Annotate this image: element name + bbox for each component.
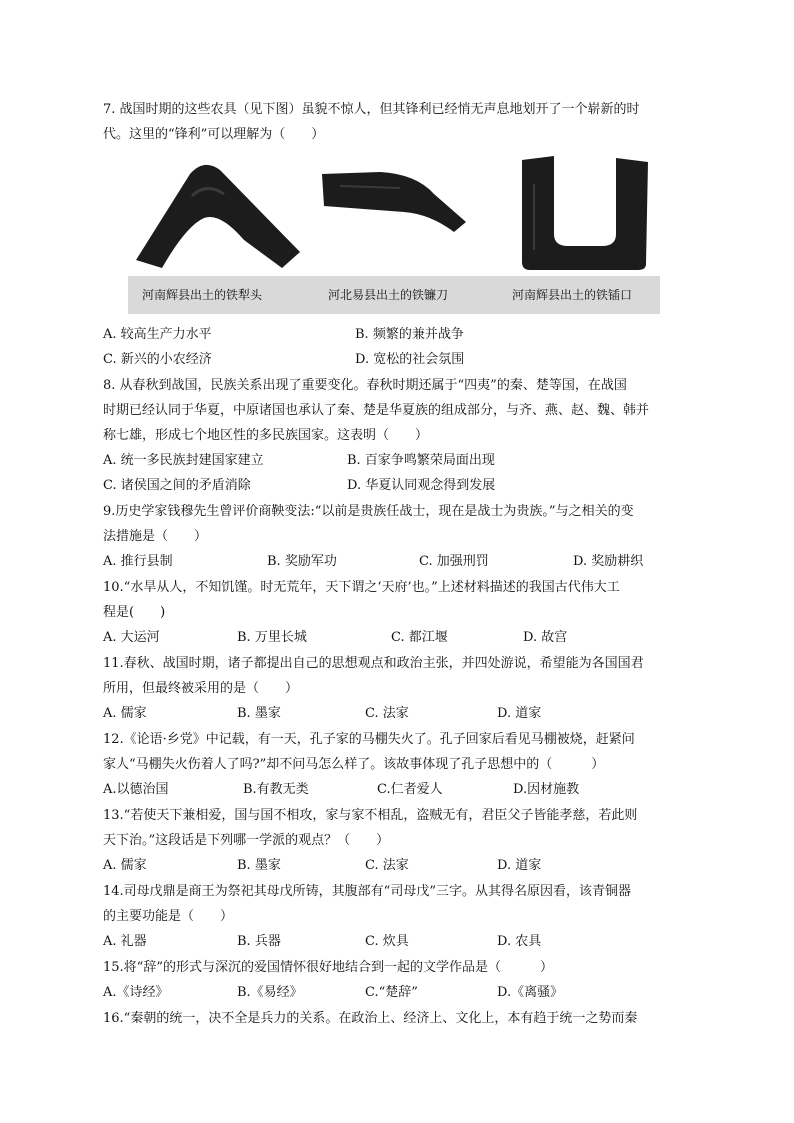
q11-option-c[interactable]: C. 法家 <box>365 706 409 721</box>
q11-stem-line-2: 所用，但最终被采用的是（ ） <box>103 681 299 696</box>
q13-option-d[interactable]: D. 道家 <box>497 858 542 873</box>
q7-option-d[interactable]: D. 宽松的社会氛围 <box>355 352 465 367</box>
q7-option-b[interactable]: B. 频繁的兼并战争 <box>355 327 464 342</box>
q12-stem-line-1: 12.《论语·乡党》中记载，有一天，孔子家的马棚失火了。孔子回家后看见马棚被烧，赶紧问 <box>103 732 635 747</box>
q13-stem-line-1: 13.“若使天下兼相爱，国与国不相攻，家与家不相乱，盗贼无有，君臣父子皆能孝慈，若此则 <box>103 808 638 823</box>
q10-option-d[interactable]: D. 故宫 <box>523 630 568 645</box>
q8-option-c[interactable]: C. 诸侯国之间的矛盾消除 <box>103 478 251 493</box>
q11-option-d[interactable]: D. 道家 <box>497 706 542 721</box>
q10-stem-line-1: 10.“水旱从人，不知饥馑。时无荒年，天下谓之‘天府’也。”上述材料描述的我国古代伟大工 <box>103 580 620 595</box>
q14-option-c[interactable]: C. 炊具 <box>365 934 409 949</box>
q13-option-c[interactable]: C. 法家 <box>365 858 409 873</box>
iron-spade-mouth-image <box>520 154 650 272</box>
q7-figure-caption-band <box>128 276 660 314</box>
q10-stem-line-2: 程是( ) <box>103 605 166 620</box>
q7-option-c[interactable]: C. 新兴的小农经济 <box>103 352 212 367</box>
q15-option-a[interactable]: A.《诗经》 <box>103 985 169 1000</box>
q9-stem-line-1: 9.历史学家钱穆先生曾评价商鞅变法:“以前是贵族任战士，现在是战士为贵族。”与之相关的变 <box>103 504 634 519</box>
q15-option-c[interactable]: C.“楚辞” <box>365 985 418 1000</box>
caption-sickle: 河北易县出土的铁镰刀 <box>328 288 449 302</box>
q9-stem-line-2: 法措施是（ ） <box>103 529 208 544</box>
q11-option-a[interactable]: A. 儒家 <box>103 706 147 721</box>
q12-option-b[interactable]: B.有教无类 <box>243 782 309 797</box>
q13-option-a[interactable]: A. 儒家 <box>103 858 147 873</box>
iron-sickle-image <box>320 168 470 238</box>
q13-option-b[interactable]: B. 墨家 <box>237 858 281 873</box>
caption-plough-head: 河南辉县出土的铁犁头 <box>142 288 263 302</box>
q12-stem-line-2: 家人“马棚失火伤着人了吗?”却不问马怎么样了。该故事体现了孔子思想中的（ ） <box>103 757 605 772</box>
q8-option-b[interactable]: B. 百家争鸣繁荣局面出现 <box>347 453 495 468</box>
q12-option-a[interactable]: A.以德治国 <box>103 782 169 797</box>
q8-stem-line-2: 时期已经认同于华夏，中原诸国也承认了秦、楚是华夏族的组成部分，与齐、燕、赵、魏、韩并 <box>103 403 650 418</box>
q10-option-b[interactable]: B. 万里长城 <box>237 630 307 645</box>
q14-option-a[interactable]: A. 礼器 <box>103 934 147 949</box>
q7-stem-line-1: 7. 战国时期的这些农具（见下图）虽貌不惊人，但其锋利已经悄无声息地划开了一个崭新的时 <box>103 102 640 117</box>
q7-stem-line-2: 代。这里的“锋利”可以理解为（ ） <box>103 127 325 142</box>
q7-farm-tools-figure <box>128 150 660 320</box>
q11-option-b[interactable]: B. 墨家 <box>237 706 281 721</box>
q8-stem-line-3: 称七雄，形成七个地区性的多民族国家。这表明（ ） <box>103 428 429 443</box>
q8-stem-line-1: 8. 从春秋到战国，民族关系出现了重要变化。春秋时期还属于“四夷”的秦、楚等国，在战国 <box>103 378 627 393</box>
q8-option-a[interactable]: A. 统一多民族封建国家建立 <box>103 453 264 468</box>
q9-option-a[interactable]: A. 推行县制 <box>103 554 173 569</box>
q9-option-d[interactable]: D. 奖励耕织 <box>573 554 644 569</box>
q12-option-d[interactable]: D.因材施教 <box>513 782 580 797</box>
caption-spade-mouth: 河南辉县出土的铁锸口 <box>512 288 633 302</box>
q15-stem-line-1: 15.将“辞”的形式与深沉的爱国情怀很好地结合到一起的文学作品是（ ） <box>103 960 553 975</box>
q13-stem-line-2: 天下治。”这段话是下列哪一学派的观点？（ ） <box>103 833 390 848</box>
q11-stem-line-1: 11.春秋、战国时期，诸子都提出自己的思想观点和政治主张，并四处游说，希望能为各国国君 <box>103 656 644 671</box>
q15-option-d[interactable]: D.《离骚》 <box>497 985 564 1000</box>
q14-option-d[interactable]: D. 农具 <box>497 934 542 949</box>
q7-option-a[interactable]: A. 较高生产力水平 <box>103 327 212 342</box>
q10-option-c[interactable]: C. 都江堰 <box>391 630 448 645</box>
q14-stem-line-1: 14.司母戊鼎是商王为祭祀其母戊所铸，其腹部有“司母戊”三字。从其得名原因看，该青铜器 <box>103 884 631 899</box>
q9-option-b[interactable]: B. 奖励军功 <box>267 554 337 569</box>
q12-option-c[interactable]: C.仁者爱人 <box>377 782 443 797</box>
iron-plough-head-image <box>132 156 302 272</box>
q9-option-c[interactable]: C. 加强刑罚 <box>419 554 489 569</box>
q14-stem-line-2: 的主要功能是（ ） <box>103 909 234 924</box>
q14-option-b[interactable]: B. 兵器 <box>237 934 281 949</box>
q10-option-a[interactable]: A. 大运河 <box>103 630 160 645</box>
q15-option-b[interactable]: B.《易经》 <box>237 985 303 1000</box>
q16-stem-line-1: 16.“秦朝的统一，决不全是兵力的关系。在政治上、经济上、文化上，本有趋于统一之势而秦 <box>103 1011 638 1026</box>
q8-option-d[interactable]: D. 华夏认同观念得到发展 <box>347 478 496 493</box>
